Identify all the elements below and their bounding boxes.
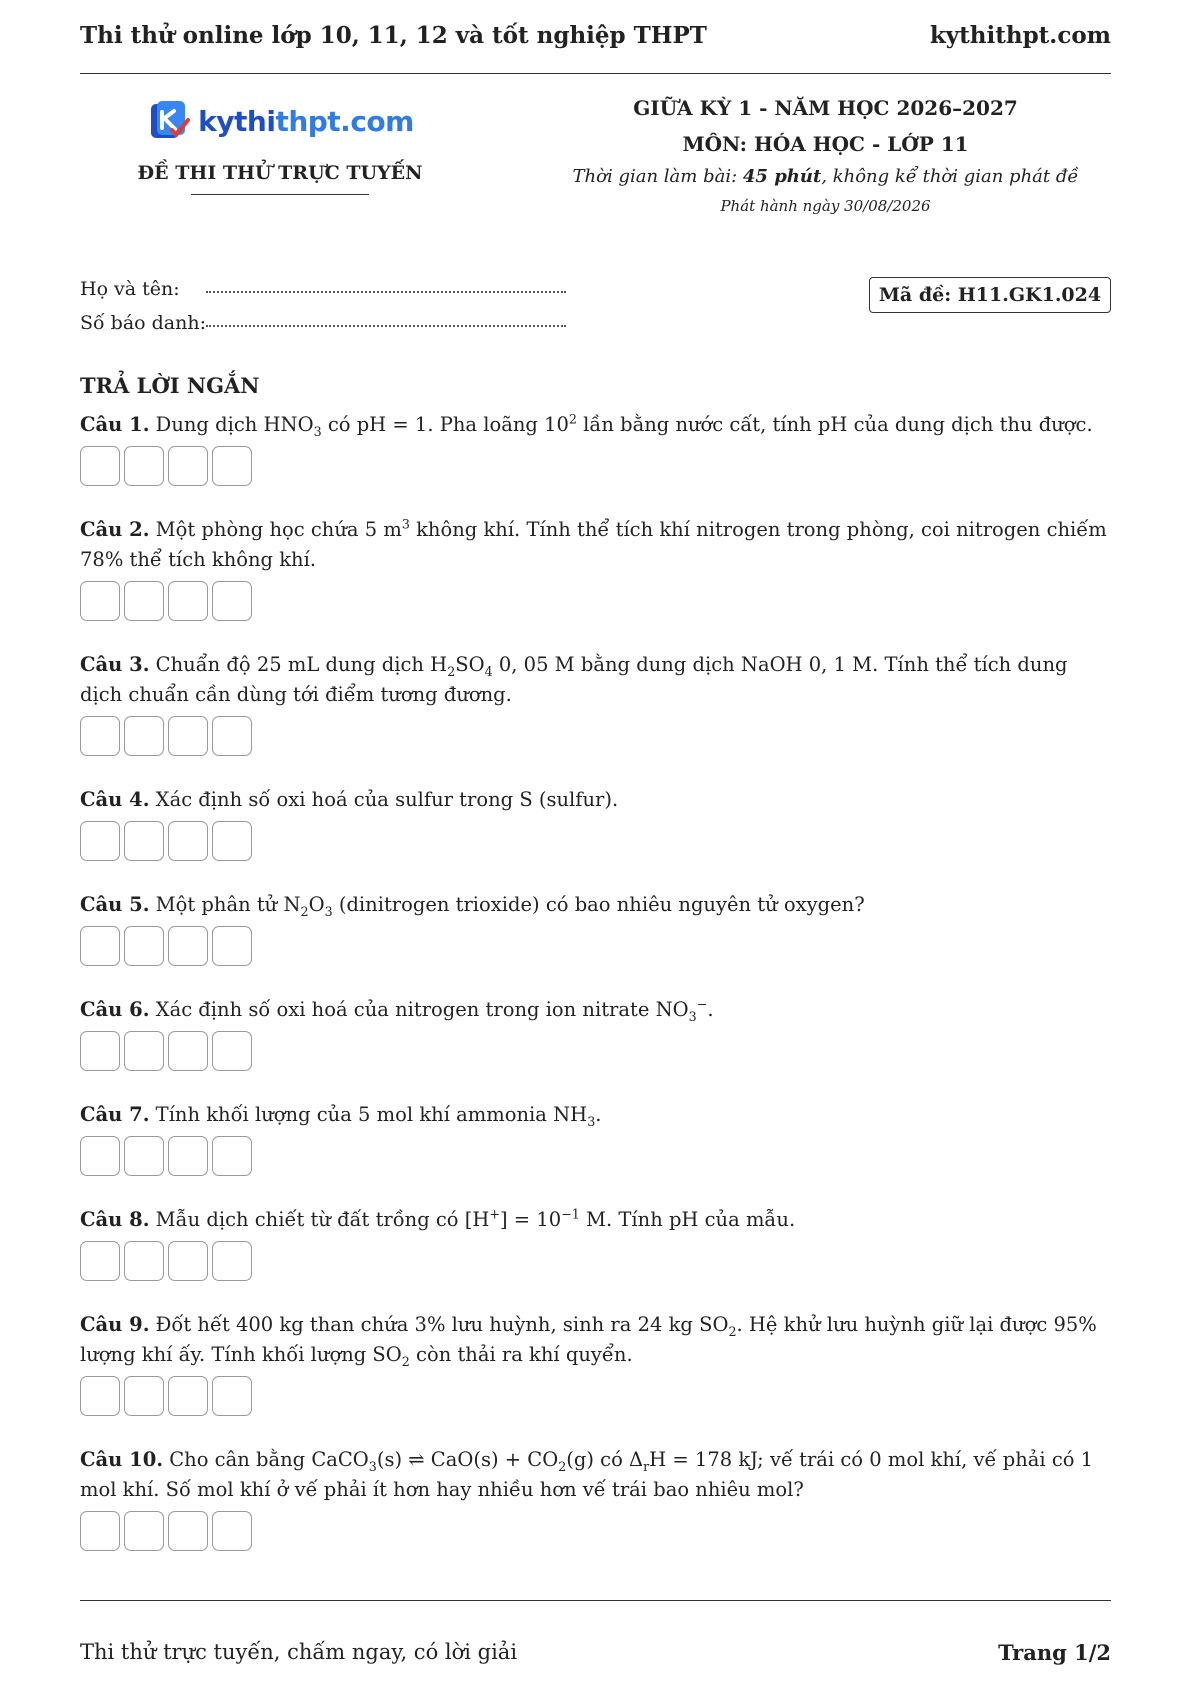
answer-box[interactable] bbox=[212, 1376, 252, 1416]
logo-subtitle: ĐỀ THI THỬ TRỰC TUYẾN bbox=[137, 162, 423, 184]
answer-box[interactable] bbox=[168, 1136, 208, 1176]
logo-block bbox=[80, 98, 480, 195]
exam-code-badge: Mã đề: H11.GK1.024 bbox=[869, 277, 1111, 313]
answer-box[interactable] bbox=[124, 1241, 164, 1281]
top-header bbox=[80, 22, 1111, 49]
answer-box[interactable] bbox=[80, 1511, 120, 1551]
answer-boxes-8 bbox=[80, 1241, 252, 1281]
footer-divider bbox=[80, 1600, 1111, 1601]
answer-box[interactable] bbox=[168, 1511, 208, 1551]
answer-box[interactable] bbox=[80, 1241, 120, 1281]
exam-term: GIỮA KỲ 1 - NĂM HỌC 2026–2027 bbox=[633, 96, 1018, 120]
name-label: Họ và tên: bbox=[80, 278, 180, 300]
answer-box[interactable] bbox=[124, 1136, 164, 1176]
logo-text-part2: thpt.com bbox=[275, 104, 414, 138]
question-4: Câu 4. Xác định số oxi hoá của sulfur trong S (sulfur). bbox=[80, 788, 619, 811]
question-2: Câu 2. Một phòng học chứa 5 $m^3$ không khí. Tính thể tích khí nitrogen trong phòng, coi nitrogen chiếm 78% thể tích không khí. bbox=[80, 516, 1107, 571]
answer-box[interactable] bbox=[168, 821, 208, 861]
answer-box[interactable] bbox=[80, 1031, 120, 1071]
section-title: TRẢ LỜI NGẮN bbox=[80, 373, 260, 398]
id-label: Số báo danh: bbox=[80, 312, 207, 334]
question-8: Câu 8. Mẫu dịch chiết từ đất trồng có $[H^+] = 10^{-1}$ M. Tính pH của mẫu. bbox=[80, 1206, 796, 1231]
answer-box[interactable] bbox=[212, 581, 252, 621]
name-field[interactable] bbox=[206, 290, 566, 293]
subtitle-underline bbox=[191, 194, 369, 195]
answer-box[interactable] bbox=[124, 1031, 164, 1071]
answer-boxes-9 bbox=[80, 1376, 252, 1416]
answer-box[interactable] bbox=[212, 1241, 252, 1281]
question-3: Câu 3. Chuẩn độ 25 mL dung dịch $H_2SO_4$ 0, 05 M bằng dung dịch NaOH 0, 1 M. Tính thể tích dung dịch chuẩn cần dùng tới điểm tương đương. bbox=[80, 653, 1068, 706]
logo-mark-icon bbox=[146, 98, 192, 144]
answer-boxes-10 bbox=[80, 1511, 252, 1551]
logo-text-part1: kythi bbox=[198, 104, 276, 138]
answer-box[interactable] bbox=[212, 1031, 252, 1071]
answer-boxes-4 bbox=[80, 821, 252, 861]
question-9: Câu 9. Đốt hết 400 kg than chứa 3% lưu huỳnh, sinh ra 24 kg $SO_2$. Hệ khử lưu huỳnh giữ lại được 95% lượng khí ấy. Tính khối lượng $SO_2$ còn thải ra khí quyển. bbox=[80, 1313, 1097, 1369]
answer-box[interactable] bbox=[80, 821, 120, 861]
question-10: Câu 10. Cho cân bằng CaCO$_3$(s) ⇌ $CaO(s) + CO_2(g)$ có $\Delta_rH = 178$ kJ; vế trái có 0 mol khí, vế phải có 1 mol khí. Số mol khí ở vế phải ít hơn hay nhiều hơn vế trái bao nhiêu mol? bbox=[80, 1448, 1094, 1501]
answer-box[interactable] bbox=[168, 1031, 208, 1071]
exam-info bbox=[540, 96, 1111, 215]
question-5: Câu 5. Một phân tử $N_2O_3$ (dinitrogen trioxide) có bao nhiêu nguyên tử oxygen? bbox=[80, 893, 865, 919]
answer-box[interactable] bbox=[212, 821, 252, 861]
exam-release-date: Phát hành ngày 30/08/2026 bbox=[720, 197, 931, 215]
answer-box[interactable] bbox=[168, 1241, 208, 1281]
page-number: Trang 1/2 bbox=[998, 1640, 1111, 1665]
answer-box[interactable] bbox=[124, 926, 164, 966]
site-logo bbox=[146, 98, 414, 144]
answer-boxes-2 bbox=[80, 581, 252, 621]
answer-box[interactable] bbox=[80, 926, 120, 966]
answer-box[interactable] bbox=[80, 581, 120, 621]
header-site: kythithpt.com bbox=[929, 22, 1111, 49]
answer-boxes-5 bbox=[80, 926, 252, 966]
question-6: Câu 6. Xác định số oxi hoá của nitrogen trong ion nitrate $NO_3^-$. bbox=[80, 996, 714, 1024]
answer-box[interactable] bbox=[212, 1136, 252, 1176]
answer-box[interactable] bbox=[80, 1136, 120, 1176]
answer-box[interactable] bbox=[124, 581, 164, 621]
answer-box[interactable] bbox=[80, 446, 120, 486]
answer-box[interactable] bbox=[168, 1376, 208, 1416]
header-divider bbox=[80, 73, 1111, 74]
answer-boxes-6 bbox=[80, 1031, 252, 1071]
answer-box[interactable] bbox=[124, 821, 164, 861]
answer-box[interactable] bbox=[212, 1511, 252, 1551]
id-field[interactable] bbox=[206, 324, 566, 327]
answer-box[interactable] bbox=[124, 1376, 164, 1416]
exam-time: Thời gian làm bài: 45 phút, không kể thời gian phát đề bbox=[572, 166, 1079, 187]
answer-box[interactable] bbox=[124, 446, 164, 486]
answer-box[interactable] bbox=[124, 1511, 164, 1551]
exam-subject: MÔN: HÓA HỌC - LỚP 11 bbox=[682, 132, 969, 156]
answer-box[interactable] bbox=[168, 716, 208, 756]
exam-duration: 45 phút bbox=[742, 166, 822, 187]
header-title: Thi thử online lớp 10, 11, 12 và tốt nghiệp THPT bbox=[80, 22, 707, 49]
answer-box[interactable] bbox=[212, 446, 252, 486]
footer-slogan: Thi thử trực tuyến, chấm ngay, có lời giải bbox=[80, 1640, 518, 1664]
answer-box[interactable] bbox=[80, 716, 120, 756]
page-footer bbox=[80, 1640, 1111, 1665]
question-7: Câu 7. Tính khối lượng của 5 mol khí ammonia $NH_3$. bbox=[80, 1103, 602, 1129]
question-1: Câu 1. Dung dịch $HNO_3$ có pH = 1. Pha loãng $10^2$ lần bằng nước cất, tính pH của dung dịch thu được. bbox=[80, 411, 1093, 439]
answer-box[interactable] bbox=[168, 581, 208, 621]
answer-boxes-3 bbox=[80, 716, 252, 756]
answer-box[interactable] bbox=[212, 716, 252, 756]
answer-box[interactable] bbox=[212, 926, 252, 966]
answer-boxes-7 bbox=[80, 1136, 252, 1176]
answer-box[interactable] bbox=[80, 1376, 120, 1416]
answer-box[interactable] bbox=[124, 716, 164, 756]
student-info bbox=[80, 266, 566, 334]
answer-box[interactable] bbox=[168, 446, 208, 486]
answer-box[interactable] bbox=[168, 926, 208, 966]
answer-boxes-1 bbox=[80, 446, 252, 486]
